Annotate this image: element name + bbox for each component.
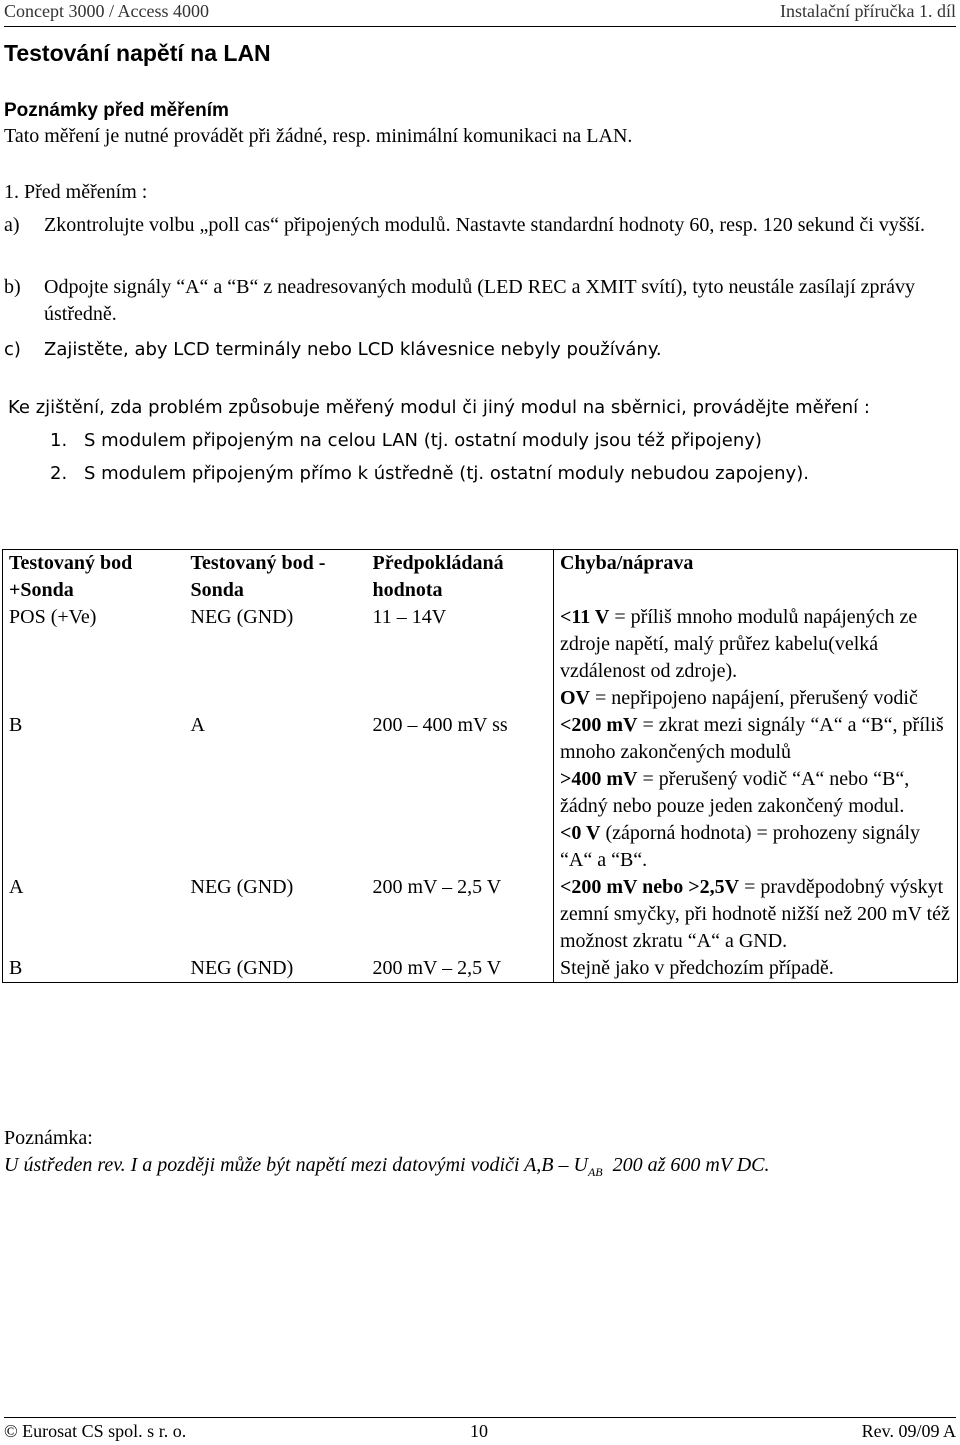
remedy-condition: <0 V bbox=[560, 822, 601, 844]
cell-probe-minus: NEG (GND) bbox=[190, 606, 294, 628]
list-letter: a) bbox=[4, 214, 20, 236]
list-text: Zajistěte, aby LCD terminály nebo LCD klávesnice nebyly používány. bbox=[44, 339, 662, 360]
cell-expected-value: 200 mV – 2,5 V bbox=[367, 955, 554, 983]
note-text-before: U ústředen rev. I a později může být napětí mezi datovými vodiči A,B – U bbox=[4, 1154, 588, 1176]
remedy-entry bbox=[560, 955, 951, 982]
list-letter: b) bbox=[4, 276, 21, 298]
header-fault-remedy: Chyba/náprava bbox=[560, 552, 694, 574]
remedy-text: (záporná hodnota) = prohozeny signály “A“ a “B“. bbox=[560, 822, 920, 871]
cell-probe-plus: B bbox=[9, 957, 23, 979]
page-header bbox=[4, 0, 956, 27]
item-text: S modulem připojeným přímo k ústředně (tj. ostatní moduly nebudou zapojeny). bbox=[84, 463, 809, 484]
page-title: Testování napětí na LAN bbox=[4, 40, 271, 66]
header-probe-minus: Testovaný bod -Sonda bbox=[190, 552, 326, 601]
remedy-text: = pravděpodobný výskyt zemní smyčky, při hodnotě nižší než 200 mV též možnost zkratu “A“ a GND. bbox=[560, 876, 950, 952]
intro-text: Tato měření je nutné provádět při žádné, resp. minimální komunikaci na LAN. bbox=[4, 125, 633, 147]
note-subscript: AB bbox=[587, 1165, 603, 1179]
footer-copyright: © Eurosat CS spol. s r. o. bbox=[4, 1421, 187, 1441]
item-number: 1. bbox=[50, 430, 68, 451]
header-expected-value: Předpokládaná hodnota bbox=[367, 550, 554, 605]
cell-expected-value: 11 – 14V bbox=[367, 604, 554, 712]
remedy-text: = příliš mnoho modulů napájených ze zdroje napětí, malý průřez kabelu(velká vzdálenost od zdroje). bbox=[560, 606, 918, 682]
cell-probe-minus: NEG (GND) bbox=[190, 876, 294, 898]
note-text bbox=[4, 1154, 770, 1180]
list-letter: c) bbox=[4, 339, 21, 360]
cell-probe-plus: B bbox=[9, 714, 23, 736]
cell-expected-value: 200 mV – 2,5 V bbox=[367, 874, 554, 955]
footer-page-number: 10 bbox=[470, 1421, 488, 1441]
remedy-text: = zkrat mezi signály “A“ a “B“, příliš mnoho zakončených modulů bbox=[560, 714, 944, 763]
cell-fault-remedy bbox=[554, 712, 958, 874]
section-subtitle: Poznámky před měřením bbox=[4, 100, 229, 121]
remedy-condition: <11 V bbox=[560, 606, 610, 628]
cell-fault-remedy bbox=[554, 604, 958, 712]
cell-probe-minus: A bbox=[190, 714, 205, 736]
measurement-table bbox=[2, 549, 958, 983]
page-footer bbox=[4, 1417, 956, 1445]
remedy-text: = přerušený vodič “A“ nebo “B“, žádný nebo pouze jeden zakončený modul. bbox=[560, 768, 910, 817]
footer-revision: Rev. 09/09 A bbox=[861, 1421, 956, 1441]
remedy-entry bbox=[560, 712, 951, 766]
remedy-entry bbox=[560, 820, 951, 874]
table-row bbox=[3, 874, 958, 955]
note-label: Poznámka: bbox=[4, 1127, 93, 1149]
table-row bbox=[3, 604, 958, 712]
remedy-text: Stejně jako v předchozím případě. bbox=[560, 957, 834, 979]
cell-probe-plus: POS (+Ve) bbox=[9, 606, 97, 628]
header-left: Concept 3000 / Access 4000 bbox=[4, 1, 209, 21]
step-1-heading: 1. Před měřením : bbox=[4, 181, 148, 203]
remedy-entry bbox=[560, 874, 951, 955]
item-number: 2. bbox=[50, 463, 68, 484]
remedy-condition: OV bbox=[560, 687, 590, 709]
table-row bbox=[3, 712, 958, 874]
cell-expected-value: 200 – 400 mV ss bbox=[367, 712, 554, 874]
remedy-condition: <200 mV nebo >2,5V bbox=[560, 876, 740, 898]
remedy-condition: <200 mV bbox=[560, 714, 638, 736]
cell-probe-plus: A bbox=[9, 876, 24, 898]
header-right: Instalační příručka 1. díl bbox=[780, 1, 956, 21]
note-text-after: 200 až 600 mV DC. bbox=[602, 1154, 770, 1176]
header-probe-plus: Testovaný bod +Sonda bbox=[9, 552, 133, 601]
measurement-instruction: Ke zjištění, zda problém způsobuje měřený modul či jiný modul na sběrnici, provádějte měření : bbox=[8, 397, 870, 418]
table-header-row bbox=[3, 550, 958, 605]
remedy-entry bbox=[560, 604, 951, 685]
list-text: Odpojte signály “A“ a “B“ z neadresovaných modulů (LED REC a XMIT svítí), tyto neustále zasílají zprávy ústředně. bbox=[44, 276, 916, 325]
cell-fault-remedy bbox=[554, 955, 958, 983]
table-row bbox=[3, 955, 958, 983]
remedy-entry bbox=[560, 685, 951, 712]
item-text: S modulem připojeným na celou LAN (tj. ostatní moduly jsou též připojeny) bbox=[84, 430, 762, 451]
cell-fault-remedy bbox=[554, 874, 958, 955]
cell-probe-minus: NEG (GND) bbox=[190, 957, 294, 979]
remedy-text: = nepřipojeno napájení, přerušený vodič bbox=[590, 687, 918, 709]
remedy-entry bbox=[560, 766, 951, 820]
remedy-condition: >400 mV bbox=[560, 768, 638, 790]
list-text: Zkontrolujte volbu „poll cas“ připojených modulů. Nastavte standardní hodnoty 60, resp. 120 sekund či vyšší. bbox=[44, 214, 925, 236]
